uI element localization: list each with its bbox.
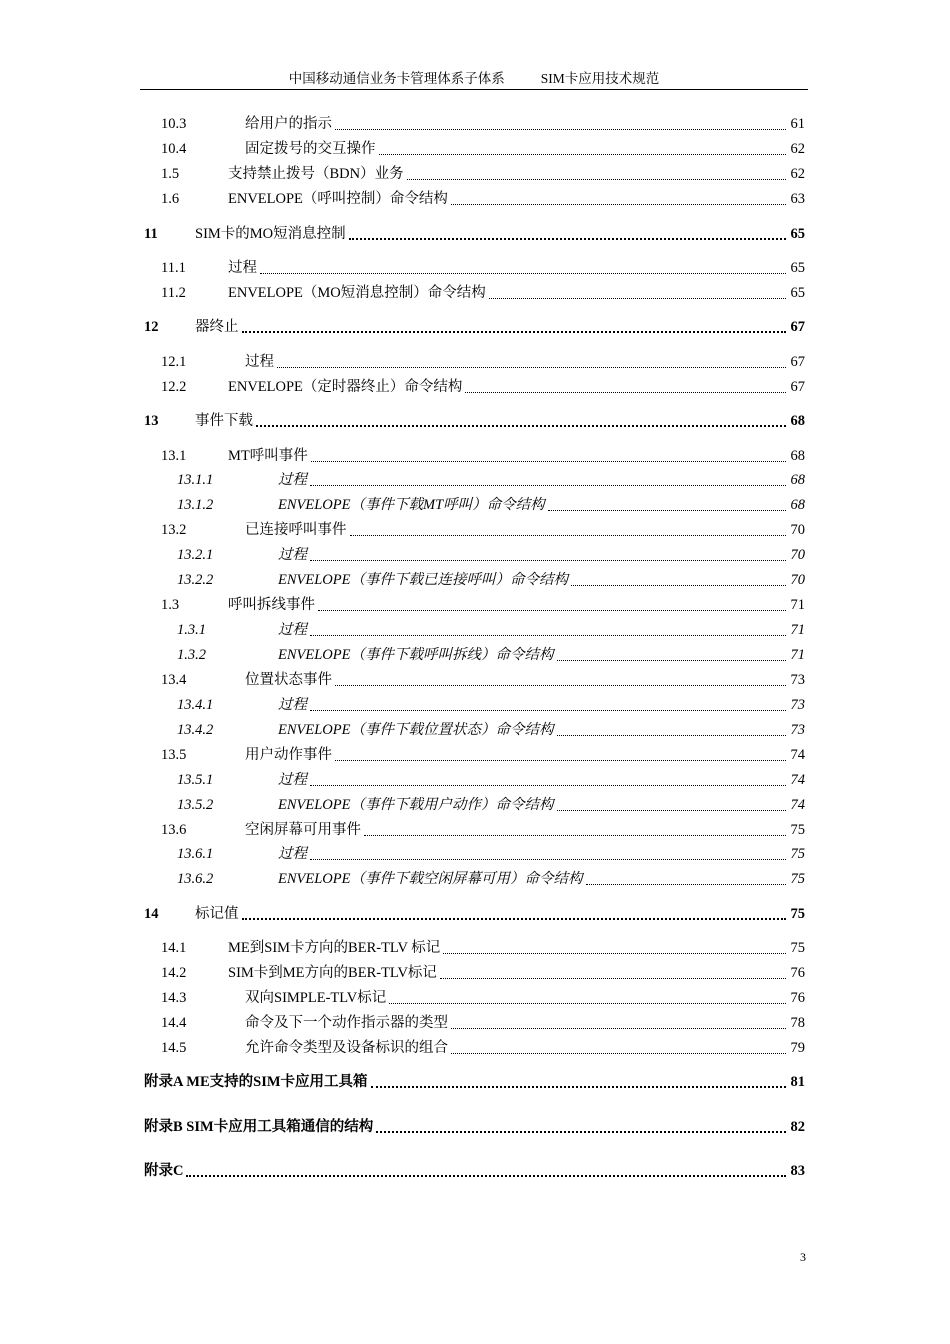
toc-entry[interactable] xyxy=(0,375,950,397)
toc-entry-title: 附录C xyxy=(144,1163,184,1179)
toc-entry-number: 10.3 xyxy=(161,116,187,132)
toc-entry[interactable] xyxy=(0,1115,950,1137)
toc-entry-page: 82 xyxy=(790,1119,805,1135)
toc-entry-page: 70 xyxy=(790,572,805,588)
toc-entry-page: 76 xyxy=(790,965,805,981)
toc-entry-page: 67 xyxy=(790,319,805,335)
toc-entry-number: 14.5 xyxy=(161,1040,187,1056)
toc-entry-number: 1.3 xyxy=(161,597,180,613)
toc-entry[interactable] xyxy=(0,187,950,209)
toc-entry-page: 71 xyxy=(790,647,805,663)
dot-leader xyxy=(310,560,786,561)
toc-entry-number: 13.4.1 xyxy=(177,697,214,713)
dot-leader xyxy=(548,510,786,511)
dot-leader xyxy=(451,1053,786,1054)
toc-entry-page: 65 xyxy=(790,260,805,276)
toc-entry[interactable] xyxy=(0,902,950,924)
dot-leader xyxy=(465,392,786,393)
toc-entry-page: 74 xyxy=(790,797,805,813)
toc-entry[interactable] xyxy=(0,1011,950,1033)
dot-leader xyxy=(335,129,786,130)
dot-leader xyxy=(451,204,786,205)
toc-entry[interactable] xyxy=(0,444,950,466)
toc-entry-number: 13.2 xyxy=(161,522,187,538)
toc-entry[interactable] xyxy=(0,543,950,565)
toc-entry-title: 支持禁止拨号（BDN）业务 xyxy=(228,166,404,182)
toc-entry-title: 过程 xyxy=(278,472,307,488)
dot-leader xyxy=(310,785,786,786)
dot-leader xyxy=(349,238,786,240)
toc-entry[interactable] xyxy=(0,668,950,690)
toc-entry-number: 13.4.2 xyxy=(177,722,214,738)
toc-entry-page: 74 xyxy=(790,772,805,788)
toc-entry-title: ENVELOPE（事件下载位置状态）命令结构 xyxy=(278,722,554,738)
page-number: 3 xyxy=(800,1250,806,1264)
dot-leader xyxy=(443,953,786,954)
toc-entry-page: 68 xyxy=(790,472,805,488)
dot-leader xyxy=(242,331,787,333)
toc-entry-page: 67 xyxy=(790,354,805,370)
dot-leader xyxy=(310,859,786,860)
toc-entry-number: 13.2.1 xyxy=(177,547,214,563)
toc-entry-number: 14.2 xyxy=(161,965,187,981)
dot-leader xyxy=(256,425,786,427)
toc-entry-page: 62 xyxy=(790,166,805,182)
toc-entry-title: 标记值 xyxy=(195,906,239,922)
dot-leader xyxy=(571,585,786,586)
running-header xyxy=(140,70,808,90)
dot-leader xyxy=(335,685,786,686)
toc-entry[interactable] xyxy=(0,593,950,615)
toc-entry-title: 过程 xyxy=(245,354,274,370)
toc-entry-page: 68 xyxy=(790,497,805,513)
dot-leader xyxy=(310,485,786,486)
header-left: 中国移动通信业务卡管理体系子体系 xyxy=(288,71,505,86)
dot-leader xyxy=(335,760,786,761)
toc-entry-page: 63 xyxy=(790,191,805,207)
toc-entry[interactable] xyxy=(0,162,950,184)
toc-entry-number: 11 xyxy=(144,226,158,242)
toc-entry-title: 空闲屏幕可用事件 xyxy=(245,822,361,838)
toc-entry-number: 12.2 xyxy=(161,379,187,395)
toc-entry-page: 71 xyxy=(790,622,805,638)
toc-entry-number: 13 xyxy=(144,413,159,429)
toc-entry-page: 70 xyxy=(790,522,805,538)
toc-entry-number: 11.1 xyxy=(161,260,186,276)
toc-entry-number: 13.5 xyxy=(161,747,187,763)
toc-entry-title: 过程 xyxy=(278,547,307,563)
dot-leader xyxy=(364,835,786,836)
toc-entry-title: 过程 xyxy=(278,772,307,788)
dot-leader xyxy=(186,1175,786,1177)
toc-entry-title: 过程 xyxy=(278,697,307,713)
toc-entry[interactable] xyxy=(0,1070,950,1092)
toc-entry-number: 14.3 xyxy=(161,990,187,1006)
toc-entry-page: 75 xyxy=(790,846,805,862)
toc-entry-title: 呼叫拆线事件 xyxy=(228,597,315,613)
toc-entry[interactable] xyxy=(0,493,950,515)
toc-entry-page: 83 xyxy=(790,1163,805,1179)
toc-entry-number: 13.6 xyxy=(161,822,187,838)
toc-entry-page: 75 xyxy=(790,871,805,887)
toc-entry[interactable] xyxy=(0,793,950,815)
toc-entry[interactable] xyxy=(0,350,950,372)
toc-entry-title: MT呼叫事件 xyxy=(228,448,308,464)
toc-entry-number: 12 xyxy=(144,319,159,335)
toc-entry[interactable] xyxy=(0,222,950,244)
toc-entry[interactable] xyxy=(0,281,950,303)
dot-leader xyxy=(557,660,787,661)
header-right: SIM卡应用技术规范 xyxy=(540,71,660,86)
dot-leader xyxy=(260,273,786,274)
toc-entry[interactable] xyxy=(0,718,950,740)
toc-entry-title: 过程 xyxy=(228,260,257,276)
toc-entry-number: 12.1 xyxy=(161,354,187,370)
toc-entry-number: 13.1 xyxy=(161,448,187,464)
dot-leader xyxy=(407,179,786,180)
toc-entry[interactable] xyxy=(0,842,950,864)
toc-entry[interactable] xyxy=(0,1036,950,1058)
toc-entry-title: 命令及下一个动作指示器的类型 xyxy=(245,1015,448,1031)
toc-entry[interactable] xyxy=(0,409,950,431)
toc-entry[interactable] xyxy=(0,468,950,490)
toc-entry-title: SIM卡到ME方向的BER-TLV标记 xyxy=(228,965,437,981)
toc-entry-page: 73 xyxy=(790,672,805,688)
toc-entry-title: ENVELOPE（事件下载用户动作）命令结构 xyxy=(278,797,554,813)
dot-leader xyxy=(310,635,786,636)
toc-entry-number: 11.2 xyxy=(161,285,186,301)
toc-entry-title: ENVELOPE（MO短消息控制）命令结构 xyxy=(228,285,486,301)
toc-entry-page: 74 xyxy=(790,747,805,763)
toc-entry-page: 79 xyxy=(790,1040,805,1056)
toc-entry-number: 1.3.1 xyxy=(177,622,206,638)
toc-entry-page: 65 xyxy=(790,285,805,301)
dot-leader xyxy=(440,978,786,979)
toc-entry[interactable] xyxy=(0,693,950,715)
toc-entry[interactable] xyxy=(0,643,950,665)
toc-entry[interactable] xyxy=(0,818,950,840)
toc-entry-title: 过程 xyxy=(278,846,307,862)
toc-entry-page: 75 xyxy=(790,822,805,838)
dot-leader xyxy=(586,884,787,885)
toc-entry-number: 1.5 xyxy=(161,166,180,182)
toc-entry-title: 双向SIMPLE-TLV标记 xyxy=(245,990,387,1006)
toc-entry[interactable] xyxy=(0,256,950,278)
toc-entry-page: 73 xyxy=(790,722,805,738)
toc-entry[interactable] xyxy=(0,112,950,134)
toc-entry[interactable] xyxy=(0,568,950,590)
dot-leader xyxy=(451,1028,786,1029)
toc-entry-number: 14 xyxy=(144,906,159,922)
toc-entry-page: 65 xyxy=(790,226,805,242)
toc-entry[interactable] xyxy=(0,1159,950,1181)
toc-entry-number: 13.1.2 xyxy=(177,497,214,513)
dot-leader xyxy=(371,1086,786,1088)
dot-leader xyxy=(489,298,786,299)
toc-entry-page: 81 xyxy=(790,1074,805,1090)
toc-entry-number: 13.1.1 xyxy=(177,472,214,488)
toc-entry-page: 70 xyxy=(790,547,805,563)
toc-entry-title: 已连接呼叫事件 xyxy=(245,522,347,538)
toc-entry-page: 78 xyxy=(790,1015,805,1031)
toc-entry-page: 71 xyxy=(790,597,805,613)
dot-leader xyxy=(318,610,786,611)
toc-entry-title: ENVELOPE（事件下载空闲屏幕可用）命令结构 xyxy=(278,871,583,887)
toc-entry-title: 器终止 xyxy=(195,319,239,335)
toc-entry-title: ENVELOPE（呼叫控制）命令结构 xyxy=(228,191,448,207)
toc-entry-title: 允许命令类型及设备标识的组合 xyxy=(245,1040,448,1056)
dot-leader xyxy=(311,461,786,462)
toc-entry-number: 13.6.2 xyxy=(177,871,214,887)
toc-entry[interactable] xyxy=(0,315,950,337)
toc-entry-title: 附录A ME支持的SIM卡应用工具箱 xyxy=(144,1074,368,1090)
dot-leader xyxy=(310,710,786,711)
toc-entry-number: 13.6.1 xyxy=(177,846,214,862)
toc-entry[interactable] xyxy=(0,618,950,640)
dot-leader xyxy=(277,367,786,368)
toc-entry-title: ENVELOPE（事件下载已连接呼叫）命令结构 xyxy=(278,572,568,588)
toc-entry-number: 10.4 xyxy=(161,141,187,157)
toc-entry[interactable] xyxy=(0,936,950,958)
toc-entry-page: 62 xyxy=(790,141,805,157)
toc-entry-number: 1.3.2 xyxy=(177,647,206,663)
toc-entry-number: 1.6 xyxy=(161,191,180,207)
toc-entry-page: 75 xyxy=(790,906,805,922)
dot-leader xyxy=(242,918,787,920)
toc-entry[interactable] xyxy=(0,743,950,765)
toc-entry[interactable] xyxy=(0,986,950,1008)
toc-entry-number: 13.5.2 xyxy=(177,797,214,813)
toc-entry-title: ME到SIM卡方向的BER-TLV 标记 xyxy=(228,940,441,956)
toc-entry-page: 75 xyxy=(790,940,805,956)
toc-entry-page: 68 xyxy=(790,413,805,429)
toc-entry-page: 61 xyxy=(790,116,805,132)
toc-entry-title: 给用户的指示 xyxy=(245,116,332,132)
toc-entry[interactable] xyxy=(0,867,950,889)
toc-entry-number: 13.2.2 xyxy=(177,572,214,588)
toc-entry[interactable] xyxy=(0,768,950,790)
toc-entry-title: 位置状态事件 xyxy=(245,672,332,688)
toc-entry-title: ENVELOPE（事件下载MT呼叫）命令结构 xyxy=(278,497,545,513)
toc-entry-number: 14.1 xyxy=(161,940,187,956)
toc-entry-page: 67 xyxy=(790,379,805,395)
toc-entry-page: 68 xyxy=(790,448,805,464)
toc-entry-title: 事件下载 xyxy=(195,413,253,429)
dot-leader xyxy=(557,810,787,811)
toc-entry-page: 76 xyxy=(790,990,805,1006)
dot-leader xyxy=(379,154,787,155)
toc-entry-title: 用户动作事件 xyxy=(245,747,332,763)
toc-entry[interactable] xyxy=(0,137,950,159)
toc-entry-number: 13.4 xyxy=(161,672,187,688)
toc-entry-number: 13.5.1 xyxy=(177,772,214,788)
toc-entry-number: 14.4 xyxy=(161,1015,187,1031)
toc-entry-page: 73 xyxy=(790,697,805,713)
toc-entry-title: 固定拨号的交互操作 xyxy=(245,141,376,157)
toc-entry[interactable] xyxy=(0,518,950,540)
dot-leader xyxy=(389,1003,786,1004)
dot-leader xyxy=(557,735,787,736)
toc-entry[interactable] xyxy=(0,961,950,983)
toc-entry-title: 过程 xyxy=(278,622,307,638)
toc-entry-title: ENVELOPE（定时器终止）命令结构 xyxy=(228,379,463,395)
toc-entry-title: 附录B SIM卡应用工具箱通信的结构 xyxy=(144,1119,374,1135)
dot-leader xyxy=(350,535,787,536)
dot-leader xyxy=(376,1131,786,1133)
toc-entry-title: ENVELOPE（事件下载呼叫拆线）命令结构 xyxy=(278,647,554,663)
toc-entry-title: SIM卡的MO短消息控制 xyxy=(195,226,346,242)
